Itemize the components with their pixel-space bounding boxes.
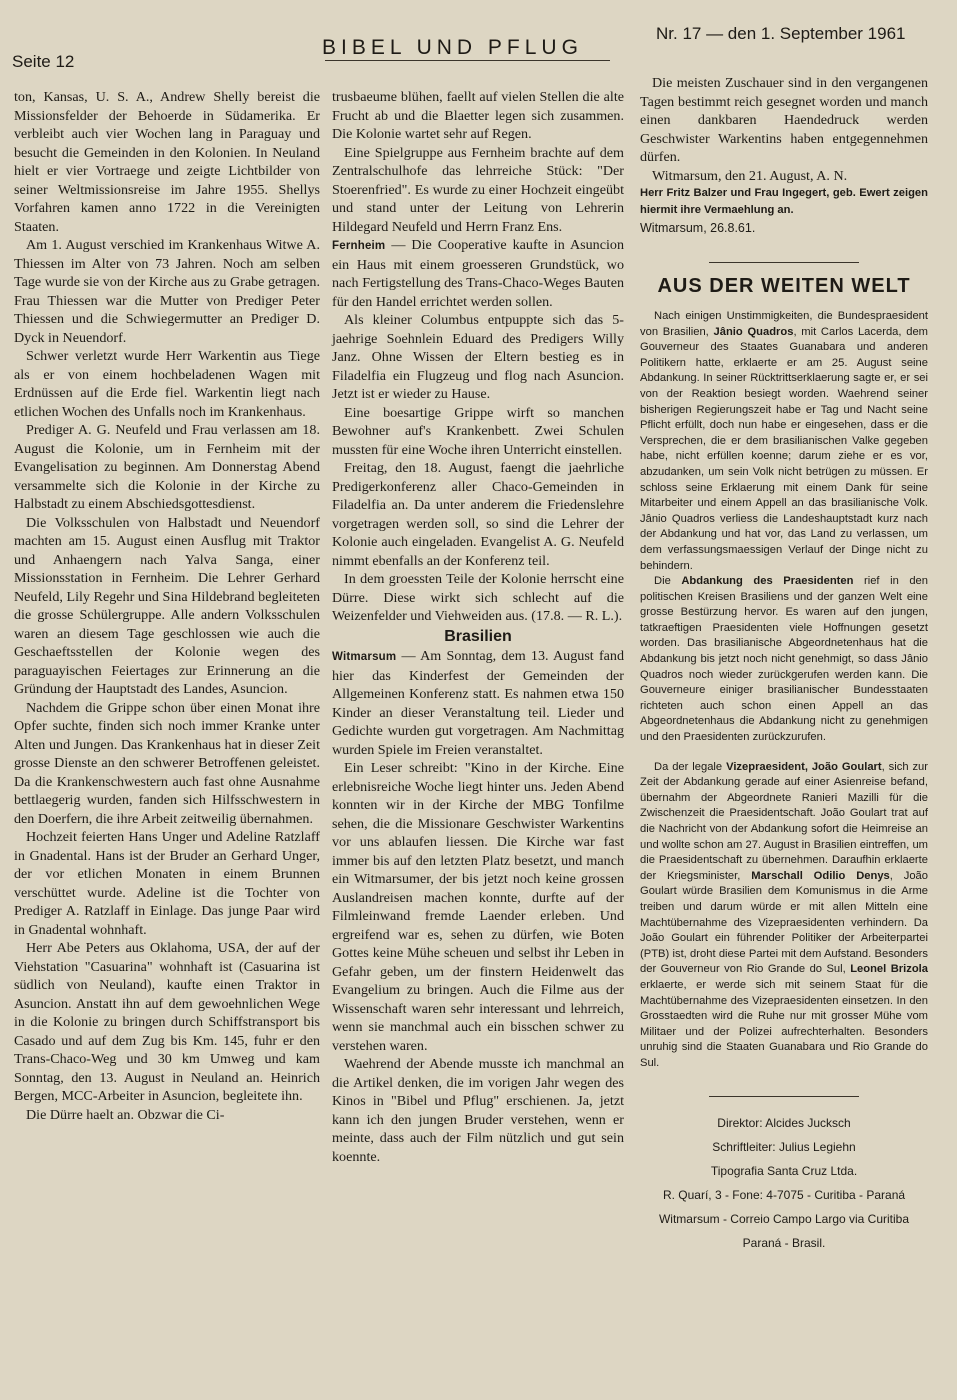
place-keyword: Fernheim (332, 240, 386, 252)
paragraph-text: erklaerte, er werde sich mit seinem Staat für die Machtübernahme des Vizepraesidenten einsetzen. In den Grosstaedten wird die Ruhe nur mit grosser Mühe vom Militaer und der Polizei aufrechterhalten. Besonders unruhig sind die Staaten Guanabara und Rio Grande do Sul. (640, 978, 928, 1069)
masthead-title: BIBEL UND PFLUG (322, 36, 583, 59)
bold-name: Leonel Brizola (850, 963, 928, 976)
paragraph-text: Die (654, 575, 682, 588)
article-paragraph: Eine Spielgruppe aus Fernheim brachte auf dem Zentralschulhofe das lehrreiche Stück: "Der Stoerenfried". Es wurde zu einer Hochzeit eingeübt und stand unter der Leitung von Lehrerin Hildegard Neufeld und Herrn Franz Ens. (332, 144, 624, 235)
section-heading: AUS DER WEITEN WELT (657, 274, 911, 297)
article-paragraph: Herr Abe Peters aus Oklahoma, USA, der auf der Viehstation "Casuarina" wohnhaft ist (Casuarina ist südlich von Neuland), kaufte einen Traktor in Asuncion. Anstatt ihn auf dem gewoehnlichen Wege in die Kolonie zu bringen durch Schiffstransport bis Casado und auf dem Zug bis Km. 145, fuhr er den Trans-Chaco-Weg und 30 km Umweg und kam Sonntag, den 13. August in Neuland an. Heinrich Bergen, MCC-Arbeiter in Asuncion, begleitete ihn. (14, 940, 320, 1104)
article-paragraph: Waehrend der Abende musste ich manchmal an die Artikel denken, die im vorigen Jahr wegen des Kinos in "Bibel und Pflug" erschienen. Ja, jetzt kann ich den jungen Bruder verstehen, wenn er meinte, dass auch der Film nützlich und gut sein koennte. (332, 1056, 624, 1165)
paragraph-text: Da der legale (654, 760, 727, 773)
world-news (640, 309, 928, 1072)
article-signoff: Witmarsum, den 21. August, A. N. (652, 167, 848, 184)
news-paragraph (640, 309, 928, 574)
bold-name: Marschall Odilio Denys (751, 869, 890, 882)
column-1 (14, 88, 320, 1124)
paragraph-text: — Die Cooperative kaufte in Asuncion ein Haus mit einem groesseren Grundstück, wo nach Fertigstellung des Trans-Chaco-Weges Bauten für den Handel errichtet werden sollen. (332, 237, 624, 310)
article-paragraph: Prediger A. G. Neufeld und Frau verlassen am 18. August die Kolonie, um in Fernheim mit der Evangelisation zu beginnen. Am Donnerstag Abend versammelte sich die Kolonie in der Kirche zu Halbstadt zu einem Abschiedsgottesdienst. (14, 422, 320, 512)
article-paragraph: Die Dürre haelt an. Obzwar die Ci- (26, 1106, 225, 1123)
article-paragraph: Freitag, den 18. August, faengt die jaehrliche Predigerkonferenz aller Chaco-Gemeinden in Filadelfia an. Da unter anderem die Friedenslehre vorgetragen werden soll, so sind die Lehrer der Kolonie auch eingeladen. Evangelist A. G. Neufeld nimmt ebenfalls an der Konferenz teil. (332, 460, 624, 569)
bold-name: Abdankung des Praesidenten (681, 575, 854, 588)
bold-name: Jânio Quadros (713, 325, 794, 338)
article-paragraph: In dem groessten Teile der Kolonie herrscht eine Dürre. Diese wirkt sich schlecht auf die Weizenfelder und Viehweiden aus. (17.8. — R. L.). (332, 571, 624, 624)
article-paragraph (332, 236, 624, 311)
bold-name: Vizepraesident, João Goulart (726, 760, 882, 773)
paragraph-text: , sich zur Zeit der Abdankung gerade auf einer Asienreise befand, übernahm der Abgeordnete Ranieri Mazilli für die Zwischenzeit die Praesidentschaft. João Goulart trat auf die Nachricht von der Abdankung sofort die Heimreise an und wollte schon am 27. August in Brasilien eintreffen, um die Praesidentschaft zu übernehmen. Daraufhin erklaerte der Kriegsminister, (640, 760, 928, 882)
issue-line: Nr. 17 — den 1. September 1961 (656, 24, 906, 43)
column-2 (332, 88, 624, 1166)
article-paragraph: Hochzeit feierten Hans Unger und Adeline Ratzlaff in Gnadental. Hans ist der Bruder an Gerhard Unger, der vor etlichen Monaten in einem Brunnen verschüttet wurde. Adeline ist die Tochter von Prediger A. Ratzlaff in Einlage. Das junge Paar wird in Gnadental wohnhaft. (14, 829, 320, 938)
article-paragraph: ton, Kansas, U. S. A., Andrew Shelly bereist die Missionsfelder der Behoerde in Südamerika. Er verbleibt auch vier Wochen lang in Paraguay und besucht die Gemeinden in den Kolonien. In Neuland hielt er vier Vortraege und zeigte Lichtbilder von seiner Weltmissionsreise im Jahre 1955. Shellys Vorfahren kamen anno 1722 in die Vereinigten Staaten. (14, 89, 320, 235)
paragraph-text: , mit Carlos Lacerda, dem Gouverneur des Staates Guanabara und anderen Politikern hatte, erklaerte er am 25. August seine Abdankung. In seiner Rücktrittserklaerung sagte er, er sei von der Reaktion besiegt worden. Waehrend seiner bisherigen Regierungszeit habe er Tag und Nacht seine Pflicht erfüllt, doch nun habe er eingesehen, dass er die Versprechen, die er dem brasilianischen Valke gegeben habe, nicht erfüllen koenne; darum ziehe er es vor, abzudanken, um sein Volk nicht betrügen zu müssen. Er schloss seine Erklaerung mit einem Dank für seine Mitarbeiter und einem Appell an das brasilianische Volk. Jânio Quadros verliess die Landeshauptstadt kurz nach der Abdankung und hat vor, das Land zu verlassen, um dem verfassungsmaessigen Verlauf der Dinge nicht zu behindern. (640, 325, 928, 572)
article-paragraph: Die Volksschulen von Halbstadt und Neuendorf machten am 15. August einen Ausflug mit Traktor und Anhaengern nach Yalva Sanga, einer Missionsstation in Fernheim. Die Lehrer Gerhard Neufeld, Lily Regehr und Sina Hildebrand begleiteten die grosse Schülergruppe. Alle andern Volksschulen waren an diesem Tage geschlossen wie auch die Geschaeftsstellen der Kolonie wegen des paraguayischen Feiertages zur Erinnerung an die Gründung der Hauptstadt des Landes, Asuncion. (14, 514, 320, 697)
article-paragraph: Ein Leser schreibt: "Kino in der Kirche. Eine erlebnisreiche Woche liegt hinter uns. Jeden Abend konnten wir in der Kirche der MBG Tonfilme sehen, die die Missionare Geschwister Warkentins vor uns ablaufen liessen. Die Kirche war fast immer bis auf den letzten Platz besetzt, und manch ein Witmarsumer, der bis jetzt noch keine grossen Auslandreisen machen konnte, durfte auf der Filmleinwand fremde Laender erleben. Und ergreifend war es, sehen zu dürfen, wie Boten Gottes keine Mühe scheuen und selbst ihr Leben in Gefahr geben, um der finstern Heidenwelt das Evangelium zu bringen. Auch die Filme aus der Wissenschaft waren sehr interessant und lehrreich, wenn sie manchmal auch ein bisschen schwer zu verstehen waren. (332, 760, 624, 1054)
colophon (640, 1111, 928, 1255)
colophon-address: R. Quarí, 3 - Fone: 4-7075 - Curitiba - Paraná (662, 1187, 906, 1202)
colophon-director: Direktor: Alcides Jucksch (717, 1115, 851, 1130)
paragraph-text: , João Goulart würde Brasilien dem Komunismus in die Arme treiben und darum würde er mit allen Mitteln eine Machtübernahme des Vizepraesidenten verhindern. Da João Goulart ein führender Politiker der Arbeiterpartei (PTB) ist, droht diese Partei mit dem Aufstand. Besonders der Gouverneur von Rio Grande do Sul, (640, 869, 929, 976)
article-paragraph: Schwer verletzt wurde Herr Warkentin aus Tiege als er von einem hochbeladenen Wagen mit Erdnüssen auf die Erde fiel. Warkentin liegt nach etlichen Wochen des Unfalls noch im Krankenhaus. (14, 348, 320, 420)
page-number: Seite 12 (12, 52, 75, 71)
article-paragraph: trusbaeume blühen, faellt auf vielen Stellen die alte Frucht ab und die Blaetter legen sich zusammen. Die Kolonie wartet sehr auf Regen. (332, 89, 624, 142)
colophon-editor: Schriftleiter: Julius Legiehn (712, 1139, 856, 1154)
marriage-place-date: Witmarsum, 26.8.61. (640, 221, 756, 235)
article-paragraph: Eine boesartige Grippe wirft so manchen Bewohner auf's Krankenbett. Zwei Schulen mussten für eine Woche ihren Unterricht einstellen. (332, 404, 624, 458)
article-paragraph (332, 647, 624, 759)
colophon-region: Paraná - Brasil. (742, 1235, 826, 1250)
column-3 (640, 74, 928, 1255)
article-paragraph: Die meisten Zuschauer sind in den vergangenen Tagen bestimmt reich gesegnet worden und manch einen dankbaren Haendedruck werden Geschwister Warkentins haben entgegennehmen dürfen. (640, 75, 928, 165)
colophon-place: Witmarsum - Correio Campo Largo via Curitiba (658, 1211, 910, 1226)
place-keyword: Witmarsum (332, 651, 397, 663)
marriage-announcement: Herr Fritz Balzer und Frau Ingegert, geb. Ewert zeigen hiermit ihre Vermaehlung an. (640, 187, 928, 216)
news-paragraph (640, 760, 928, 1072)
news-paragraph (640, 574, 928, 746)
section-divider (709, 1096, 859, 1097)
article-paragraph: Nachdem die Grippe schon über einen Monat ihre Opfer suchte, finden sich noch immer Kranke unter Alten und Jungen. Das Krankenhaus hat in dieser Zeit grosse Dienste an den schwerer Betroffenen geleistet. Da die Krankenschwestern auch fast ohne Ausnahme bettlaegerig wurden, fanden sich Hilfsschwestern in den Doerfern, die ihre Arbeit zeitweilig übernahmen. (14, 699, 320, 827)
colophon-printer: Tipografia Santa Cruz Ltda. (710, 1163, 858, 1178)
section-divider (709, 262, 859, 263)
article-paragraph: Als kleiner Columbus entpuppte sich das 5-jaehrige Soehnlein Eduard des Predigers Willy Janz. Ohne Wissen der Eltern bestieg es in Filadelfia ein Flugzeug und flog nach Asuncion. Jetzt ist er wieder zu Hause. (332, 312, 624, 402)
article-paragraph: Am 1. August verschied im Krankenhaus Witwe A. Thiessen im Alter von 73 Jahren. Noch am selben Tage wurde sie von der Kirche aus zu Grabe getragen. Frau Thiessen war die Mutter von Prediger Peter Thiessen und die Schwiegermutter an Prediger D. Dyck in Neuendorf. (14, 237, 320, 346)
masthead-rule (325, 60, 610, 61)
paragraph-text: — Am Sonntag, dem 13. August fand hier das Kinderfest der Gemeinden der Allgemeinen Konferenz statt. Es nahmen etwa 150 Kinder an dieser Veranstaltung teil. Lieder und Gedichte wurden gut vorgetragen. Am Nachmittag wurden Spiele im Freien veranstaltet. (332, 648, 624, 758)
paragraph-text: Nach einigen Unstimmigkeiten, die Bundespraesident von Brasilien, (640, 310, 928, 338)
section-heading: Brasilien (444, 627, 512, 645)
paragraph-text: rief in den politischen Kreisen Brasiliens und der ganzen Welt eine grosse Bestürzung hervor. Es waren auf den jungen, tatkraeftigen Praesidenten viele Hoffnungen gesetzt worden. Das brasilianische Abgeordnetenhaus hat die Abdankung bis jetzt noch nicht genehmigt, so dass Jânio Quadros noch wieder zurückgerufen werden kann. Die Gouverneure einiger brasilianischer Bundesstaaten richteten auch schon einen Appell an das Abgeordnetenhaus die Abdankung nicht zu genehmigen und den Praesidenten zurückzurufen. (640, 575, 928, 744)
